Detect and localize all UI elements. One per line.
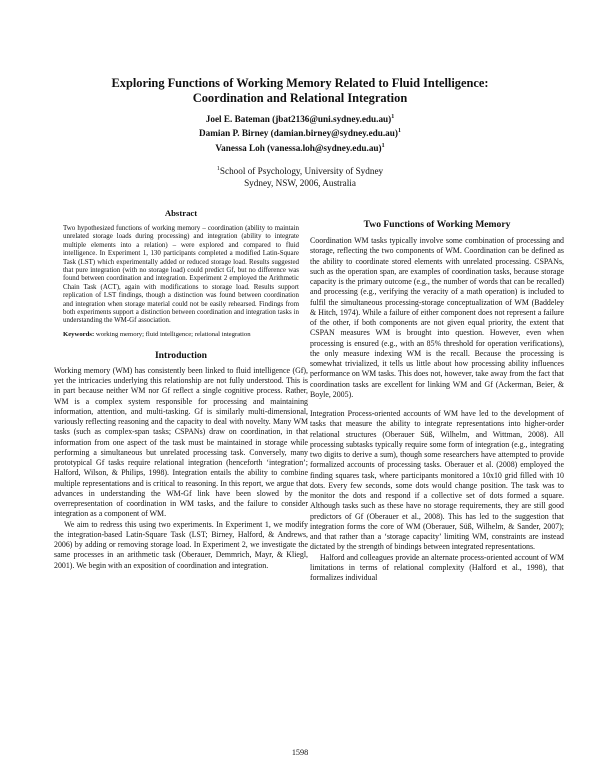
introduction-heading: Introduction: [154, 349, 208, 361]
author-3: Vanessa Loh (vanessa.loh@sydney.edu.au)$^1$: [215, 142, 385, 153]
abstract-text: Two hypothesized functions of working memory – coordination (ability to maintain unrelated storage loads during processing) and integration (ability to integrate multiple elements into a relation) – were explored and compared to fluid intelligence. In Experiment 1, 130 participants completed a modified Latin-Square Task (LST) which experimentally added or reduced storage load. Results suggested that pure integration (with no storage load) could predict Gf, but no difference was found between coordination and integration. Experiment 2 employed the Arithmetic Chain Task (ACT), again with modifications to storage load. Results support replication of LST findings, though a distinction was found between coordination and integration when storage material could not be easily rehearsed. Findings from both experiments support a distinction between coordination and integration tasks in understanding the WM-Gf association.: [63, 224, 299, 325]
author-list: [100, 111, 500, 154]
title-line-1: Exploring Functions of Working Memory Related to Fluid Intelligence:: [111, 76, 489, 90]
affiliation: [100, 163, 500, 189]
halford-paragraph: Halford and colleagues provide an alternate process-oriented account of WM limitations in terms of relational complexity (Halford et al., 1998), that formalizes individual: [310, 552, 564, 582]
title-line-2: Coordination and Relational Integration: [192, 91, 408, 105]
author-2: Damian P. Birney (damian.birney@sydney.edu.au)$^1$: [199, 128, 401, 139]
affiliation-line-2: Sydney, NSW, 2006, Australia: [244, 178, 356, 189]
affiliation-line-1: $^1$School of Psychology, University of Sydney: [216, 166, 384, 177]
integration-paragraph: Integration Process-oriented accounts of WM have led to the development of tasks that measure the ability to integrate representations into higher-order relational structures (Oberauer Süß, Wilhelm, and Wittman, 2008). All processing subtasks typically require some form of integration (e.g., integrating two digits to derive a sum), though some researchers have attempted to provide formalized accounts of processing tasks. Oberauer et al. (2008) employed the finding squares task, where participants monitored a 10x10 grid filled with 10 dots. Every few seconds, some dots would change position. The task was to monitor the dots and respond if a collective set of dots formed a square. Although tasks such as these have no storage requirements, they are still good predictors of Gf (Oberauer et al., 2008). This has led to the suggestion that integration forms the core of WM (Oberauer, Süß, Wilhelm, & Sander, 2007); and that rather than a ‘storage capacity’ limiting WM, constraints are instead dictated by the strength of bindings between integrated representations.: [310, 409, 564, 552]
left-column: [54, 208, 308, 571]
keywords: Keywords: working memory; fluid intelligence; relational integration: [63, 330, 251, 338]
coordination-paragraph: Coordination WM tasks typically involve some combination of processing and storage, reflecting the two components of WM. Coordination can be defined as the ability to coordinate stored elements with unrelated processing. CSPANs, such as the operation span, are examples of coordination tasks, because storage capacity is the primary outcome (e.g., the number of words that can be recalled) and processing (e.g., verifying the veracity of a math operation) is included to fulfil the simultaneous processing-storage conceptualization of WM (Baddeley & Hitch, 1974). While a failure of either component does not represent a failure of the other, if both components are not given equal priority, the extent that CSPAN measures WM is brought into question. However, even when processing is ensured (e.g., with an 85% threshold for operation verifications), the only measure indexing WM is the recall. Because the processing is somewhat trivialized, it tells us little about how processing ability influences performance on WM tasks. This does not, however, take away from the fact that coordination tasks are excellent for linking WM and Gf (Ackerman, Beier, & Boyle, 2005).: [310, 236, 564, 399]
author-1: Joel E. Bateman (jbat2136@uni.sydney.edu.au)$^1$: [205, 114, 395, 125]
abstract-heading: Abstract: [164, 208, 198, 218]
right-column: [310, 219, 564, 583]
intro-paragraph-1: Working memory (WM) has consistently been linked to fluid intelligence (Gf), yet the intricacies underlying this relationship are not fully understood. This is in part because neither WM nor Gf reflect a single cognitive process. Rather, WM is a complex system responsible for processing and maintaining information, attention, and multi-tasking. Gf is similarly multi-dimensional, variously reflecting reasoning and the capacity to deal with novelty. Many WM tasks (such as complex-span tasks; CSPANs) draw on coordination, in that information from one aspect of the task must be maintained in storage while performing a simultaneous but unrelated processing task. Conversely, many prototypical Gf tasks require relational integration (henceforth ‘integration’; Halford, Wilson, & Philips, 1998). Integration entails the ability to combine multiple representations and is critical to reasoning. In this report, we argue that advances in understanding the WM-Gf link have been slowed by the overrepresentation of coordination in WM tasks, and the failure to consider integration as a component of WM.: [54, 365, 308, 519]
page-number: 1598: [291, 748, 309, 757]
intro-paragraph-2: We aim to redress this using two experiments. In Experiment 1, we modify the integration-based Latin-Square Task (LST; Birney, Halford, & Andrews, 2006) by adding or removing storage load. In Experiment 2, we investigate the same processes in an arithmetic task (Oberauer, Demmrich, Mayr, & Kliegl, 2001). We begin with an exposition of coordination and integration.: [54, 519, 308, 570]
functions-heading: Two Functions of Working Memory: [363, 219, 511, 230]
paper-title: [70, 76, 530, 106]
